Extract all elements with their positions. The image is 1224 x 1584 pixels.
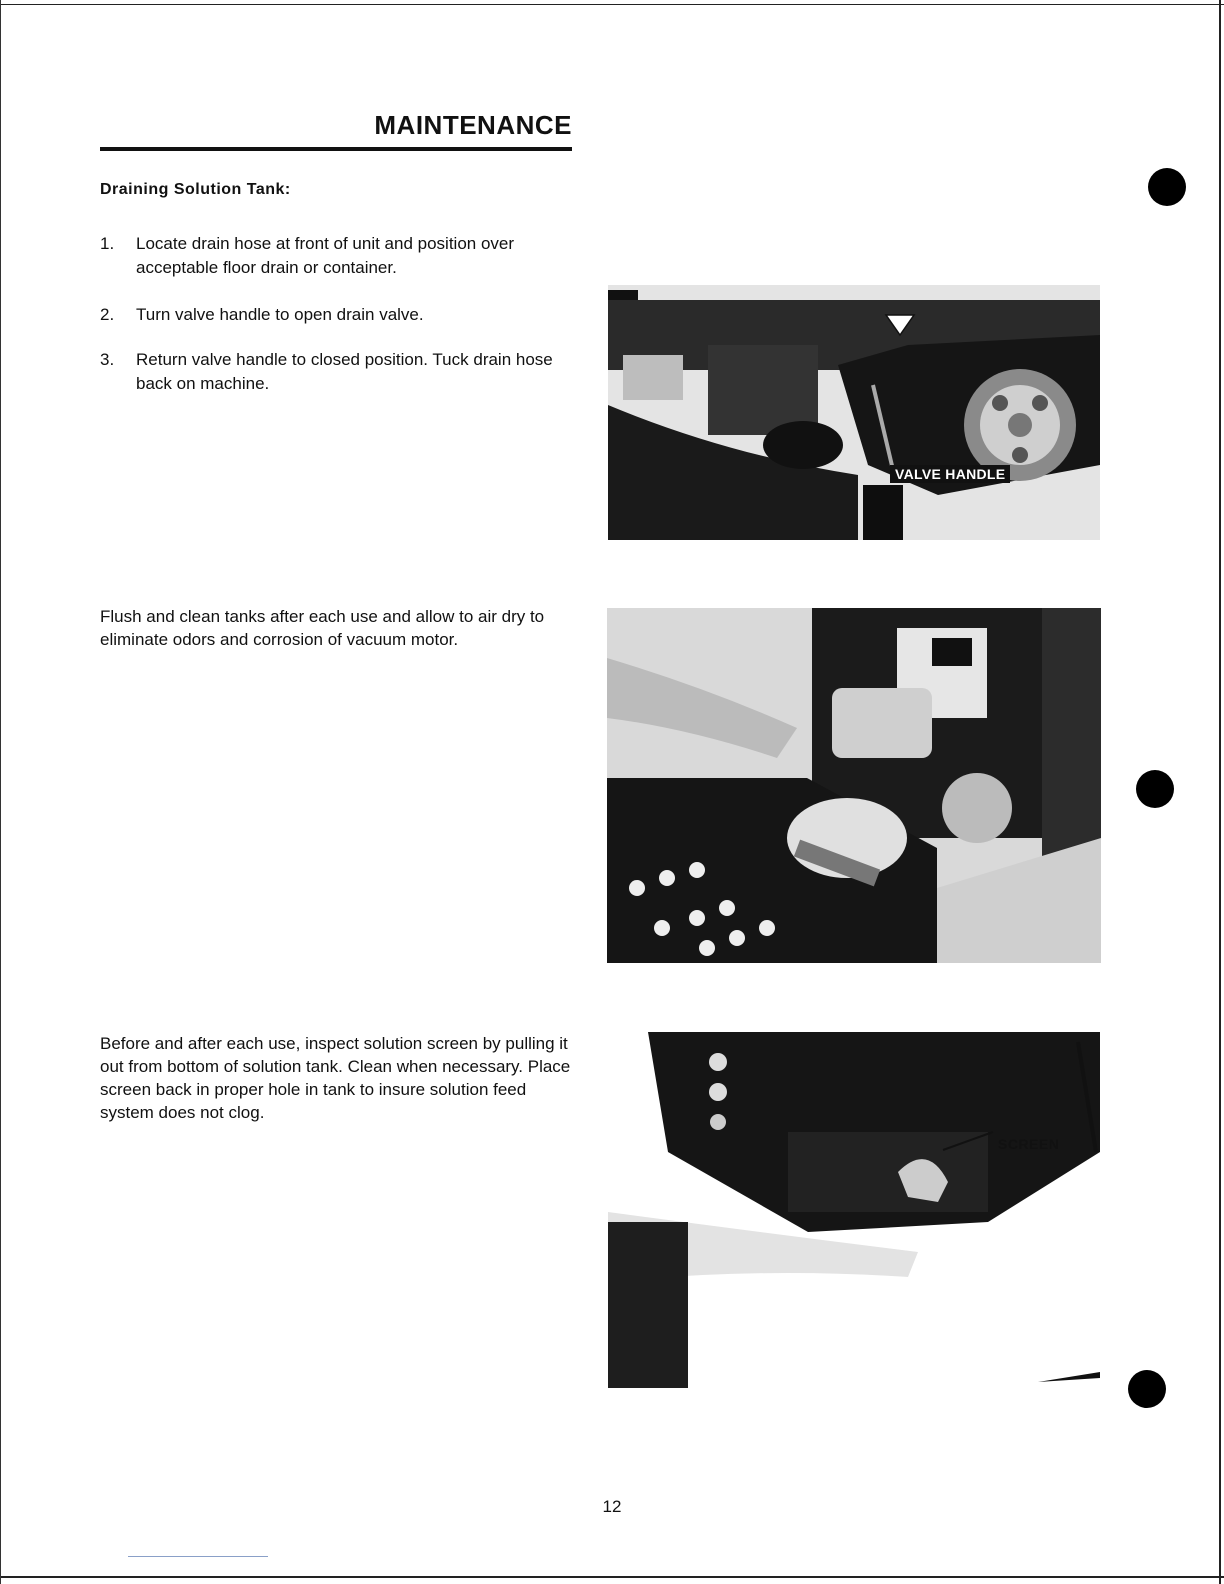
page-title: MAINTENANCE [374, 110, 572, 140]
valve-handle-callout: VALVE HANDLE [890, 465, 1010, 483]
screen-photo [608, 1032, 1100, 1388]
step-number: 3. [100, 350, 115, 369]
title-rule [100, 147, 572, 151]
flush-paragraph: Flush and clean tanks after each use and allow to air dry to eliminate odors and corrosion of vacuum motor. [100, 607, 545, 649]
tanks-photo [607, 608, 1101, 963]
page-border-top [0, 4, 1224, 5]
margin-dot [1148, 168, 1186, 206]
step-text: Return valve handle to closed position. Tuck drain hose back on machine. [136, 350, 553, 393]
step-number: 2. [100, 305, 115, 324]
margin-dot [1128, 1370, 1166, 1408]
page-border-left [0, 0, 1, 1584]
step-text: Turn valve handle to open drain valve. [136, 305, 424, 324]
page-border-bottom [0, 1576, 1224, 1578]
screen-callout: SCREEN [998, 1136, 1060, 1152]
step-number: 1. [100, 234, 115, 253]
page-border-right [1219, 0, 1221, 1584]
screen-paragraph: Before and after each use, inspect solution screen by pulling it out from bottom of solution tank. Clean when necessary. Place screen back in proper hole in tank to insure solution feed system does not clog. [100, 1034, 571, 1122]
section-heading: Draining Solution Tank: [100, 181, 291, 198]
footer-mark [128, 1556, 268, 1557]
page-number: 12 [602, 1497, 622, 1516]
margin-dot [1136, 770, 1174, 808]
step-text: Locate drain hose at front of unit and position over acceptable floor drain or container. [136, 234, 515, 277]
valve-handle-photo [608, 285, 1100, 540]
